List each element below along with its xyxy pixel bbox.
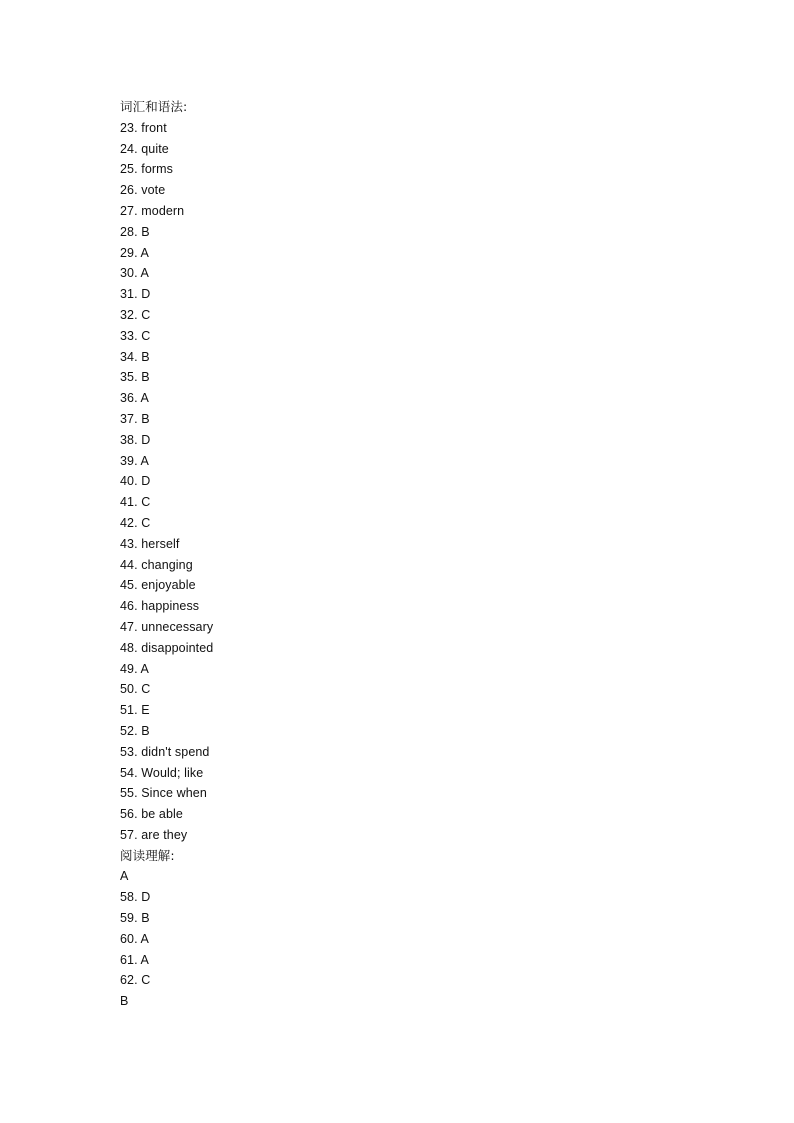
section-heading-reading-comprehension: 阅读理解: — [120, 847, 175, 863]
answer-item: 38. D — [120, 432, 151, 447]
answer-item: 37. B — [120, 411, 150, 426]
answer-item: 23. front — [120, 120, 167, 135]
answer-item: 60. A — [120, 931, 149, 946]
answer-item: 35. B — [120, 370, 150, 385]
answer-item: 25. forms — [120, 162, 173, 177]
answer-item: 56. be able — [120, 807, 183, 822]
answer-item: 62. C — [120, 973, 151, 988]
answer-item: 28. B — [120, 224, 150, 239]
answer-item: 55. Since when — [120, 786, 207, 801]
answer-item: 46. happiness — [120, 599, 200, 614]
answer-item: 24. quite — [120, 141, 169, 156]
answer-item: 34. B — [120, 349, 150, 364]
answer-item: 41. C — [120, 495, 151, 510]
answer-item: 33. C — [120, 328, 151, 343]
answer-item: 59. B — [120, 911, 150, 926]
answer-item: 58. D — [120, 890, 151, 905]
answer-key — [120, 97, 720, 1012]
answer-item: 61. A — [120, 952, 149, 967]
answer-item: 40. D — [120, 474, 151, 489]
answer-item: 27. modern — [120, 203, 185, 218]
section-heading-vocabulary-grammar: 词汇和语法: — [120, 99, 188, 114]
answer-item: 44. changing — [120, 557, 193, 572]
answer-item: 45. enjoyable — [120, 578, 196, 593]
answer-item: 36. A — [120, 391, 149, 406]
answer-item: 51. E — [120, 703, 150, 718]
answer-item: 50. C — [120, 682, 151, 697]
answer-item: 53. didn't spend — [120, 744, 210, 759]
answer-item: A — [120, 869, 129, 884]
answer-item: 42. C — [120, 515, 151, 530]
answer-item: 48. disappointed — [120, 640, 214, 655]
answer-item: 47. unnecessary — [120, 619, 214, 634]
answer-item: 31. D — [120, 287, 151, 302]
answer-item: 43. herself — [120, 536, 180, 551]
answer-item: 49. A — [120, 661, 149, 676]
answer-item: B — [120, 994, 129, 1009]
answer-item: 52. B — [120, 723, 150, 738]
answer-item: 57. are they — [120, 827, 188, 842]
answer-item: 29. A — [120, 245, 149, 260]
answer-item: 30. A — [120, 266, 149, 281]
answer-item: 39. A — [120, 453, 149, 468]
answer-item: 26. vote — [120, 183, 166, 198]
answer-item: 54. Would; like — [120, 765, 204, 780]
answer-item: 32. C — [120, 307, 151, 322]
